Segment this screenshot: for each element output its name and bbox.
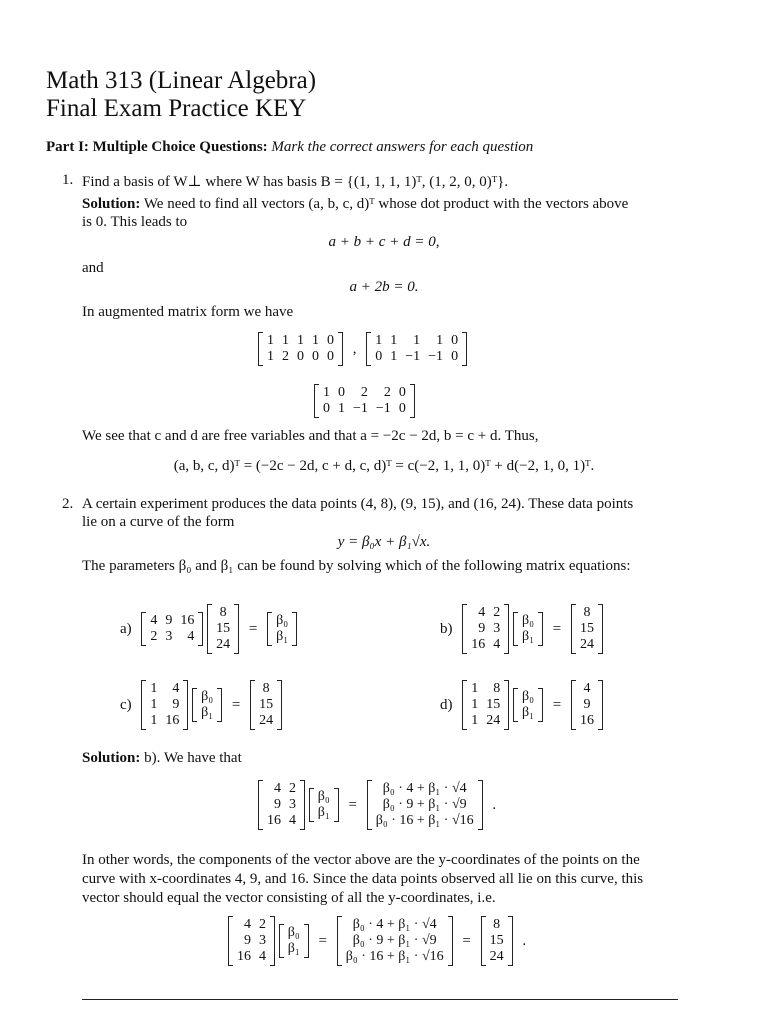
matrix-cell: −1 — [428, 349, 444, 364]
matrix-cell: 1 — [413, 333, 421, 348]
matrix-cell: 9 — [478, 621, 486, 636]
option-a-matrix — [141, 612, 203, 646]
matrix-cell: 24 — [259, 713, 274, 728]
option-b-x — [513, 612, 543, 646]
matrix-cell: 2 — [289, 781, 296, 796]
page-subtitle: Final Exam Practice KEY — [46, 95, 307, 122]
matrix-cell: 1 — [150, 681, 158, 696]
q1-final-equation: (a, b, c, d)ᵀ = (−2c − 2d, c + d, c, d)ᵀ = c(−2, 1, 1, 0)ᵀ + d(−2, 1, 0, 1)ᵀ. — [173, 458, 595, 474]
matrix-cell: 9 — [244, 933, 251, 948]
option-c-label: c) — [120, 696, 132, 713]
matrix-cell: β₀ — [276, 613, 289, 628]
matrix-cell: β₁ — [317, 805, 330, 820]
matrix-cell: 15 — [486, 697, 501, 712]
matrix-cell: 1 — [297, 333, 304, 348]
matrix-cell: β₀ — [201, 689, 214, 704]
matrix-cell: 2 — [383, 385, 391, 400]
matrix-cell: 9 — [583, 697, 591, 712]
matrix-cell: 9 — [165, 613, 173, 628]
matrix-cell: 0 — [451, 349, 459, 364]
q2-expl-line3: vector should equal the vector consisting of all the y-coordinates, i.e. — [82, 890, 496, 906]
option-d-matrix — [462, 680, 509, 730]
q2-param-text: The parameters β₀ and β₁ can be found by solving which of the following matrix equations: — [82, 558, 631, 574]
matrix-cell: 0 — [398, 385, 406, 400]
q1-matrix-3 — [314, 384, 415, 418]
matrix-cell: 15 — [579, 621, 594, 636]
matrix-cell: 4 — [583, 681, 591, 696]
matrix-cell: 15 — [489, 933, 504, 948]
option-a-b — [267, 612, 297, 646]
q2-expl-line2: curve with x-coordinates 4, 9, and 16. Since the data points observed all lie on this curve, this — [82, 871, 644, 887]
matrix-cell: β₀ — [522, 689, 535, 704]
matrix-cell: 1 — [390, 333, 398, 348]
matrix-cell: 8 — [583, 605, 591, 620]
option-d-label: d) — [440, 696, 453, 713]
q1-equation-2: a + 2b = 0. — [349, 279, 419, 295]
matrix-cell: 1 — [338, 401, 345, 416]
matrix-cell: 24 — [486, 713, 501, 728]
matrix-cell: β₀ · 9 + β₁ · √9 — [382, 797, 467, 812]
option-b-label: b) — [440, 620, 453, 637]
matrix-cell: β₀ — [317, 789, 330, 804]
matrix-cell: 0 — [297, 349, 304, 364]
matrix-cell: 1 — [436, 333, 444, 348]
matrix-cell: 8 — [493, 681, 501, 696]
q1-equation-1: a + b + c + d = 0, — [328, 234, 440, 250]
matrix-cell: 0 — [451, 333, 459, 348]
q2-option-c[interactable]: c) 1 4 1 9 1 16 β₀ β₁ = 8 15 24 — [114, 680, 282, 730]
matrix-cell: 3 — [493, 621, 501, 636]
page-title: Math 313 (Linear Algebra) — [46, 67, 317, 94]
matrix-cell: 2 — [360, 385, 368, 400]
q2-line1: A certain experiment produces the data points (4, 8), (9, 15), and (16, 24). These data points — [82, 496, 634, 512]
option-b-b — [571, 604, 603, 654]
q1-solution-line2: is 0. This leads to — [82, 214, 188, 230]
matrix-cell: 16 — [180, 613, 195, 628]
option-c-matrix — [141, 680, 188, 730]
matrix-cell: 15 — [259, 697, 274, 712]
matrix-cell: 16 — [267, 813, 281, 828]
matrix-cell: 2 — [282, 349, 289, 364]
matrix-cell: 1 — [471, 681, 479, 696]
matrix-cell: 16 — [579, 713, 594, 728]
option-b-matrix — [462, 604, 509, 654]
matrix-cell: β₀ · 16 + β₁ · √16 — [345, 949, 444, 964]
matrix-cell: −1 — [353, 401, 368, 416]
q1-aug-text: In augmented matrix form we have — [82, 304, 294, 320]
option-c-x — [192, 688, 222, 722]
q2-option-a[interactable]: a) 4 9 16 2 3 4 8 15 24 = β₀ β₁ — [114, 604, 297, 654]
q2-expl-line1: In other words, the components of the vector above are the y-coordinates of the points on the — [82, 852, 640, 868]
q2-final-eq: 4 2 9 3 16 4 β₀ β₁ = β₀ · 4 + β₁ · √4 β₀ · 9 + β₁ · √9 β₀ · 16 + β₁ · √16 = 8 15 24 . — [228, 916, 532, 966]
matrix-cell: 0 — [338, 385, 345, 400]
matrix-cell: 4 — [244, 917, 251, 932]
matrix-cell: β₀ — [522, 613, 535, 628]
q2-option-d[interactable]: d) 1 8 1 15 1 24 β₀ β₁ = 4 9 16 — [434, 680, 603, 730]
matrix-cell: 2 — [493, 605, 501, 620]
matrix-cell: β₁ — [201, 705, 214, 720]
q2-curve: y = β₀x + β₁√x. — [337, 534, 431, 550]
option-d-b — [571, 680, 603, 730]
matrix-cell: 9 — [274, 797, 281, 812]
matrix-cell: 1 — [150, 697, 158, 712]
matrix-cell: β₀ — [287, 925, 300, 940]
matrix-cell: 1 — [471, 697, 479, 712]
q1-solution-line — [82, 196, 628, 213]
matrix-cell: 0 — [327, 333, 334, 348]
q2-solution-label: Solution: — [82, 750, 141, 766]
matrix-cell: 2 — [150, 629, 158, 644]
matrix-cell: 1 — [150, 713, 158, 728]
bottom-rule — [82, 999, 678, 1000]
matrix-cell: β₁ — [522, 705, 535, 720]
matrix-cell: β₁ — [276, 629, 289, 644]
matrix-cell: 1 — [375, 333, 383, 348]
matrix-cell: 24 — [216, 637, 231, 652]
matrix-cell: 4 — [493, 637, 501, 652]
q1-matrix-2 — [366, 332, 467, 366]
matrix-cell: β₀ · 9 + β₁ · √9 — [352, 933, 437, 948]
option-a-label: a) — [120, 620, 132, 637]
matrix-cell: 1 — [471, 713, 479, 728]
matrix-cell: 0 — [327, 349, 334, 364]
part-label: Part I: Multiple Choice Questions: — [46, 139, 268, 155]
q1-number: 1. — [62, 172, 74, 188]
matrix-cell: 4 — [150, 613, 158, 628]
matrix-cell: 8 — [219, 605, 227, 620]
q2-solution-line — [82, 750, 242, 767]
q1-text: Find a basis of W⊥ where W has basis B = {(1, 1, 1, 1)ᵀ, (1, 2, 0, 0)ᵀ}. — [82, 174, 509, 190]
matrix-cell: 1 — [312, 333, 319, 348]
matrix-cell: 0 — [323, 401, 330, 416]
option-a-x — [207, 604, 239, 654]
q1-matrix-1 — [258, 332, 343, 366]
matrix-cell: 4 — [274, 781, 281, 796]
matrix-cell: 24 — [579, 637, 594, 652]
matrix-cell: 1 — [267, 333, 274, 348]
matrix-cell: 3 — [259, 933, 266, 948]
matrix-cell: 16 — [471, 637, 486, 652]
matrix-cell: 2 — [259, 917, 266, 932]
part-instruction: Mark the correct answers for each question — [271, 139, 534, 155]
matrix-cell: −1 — [375, 401, 391, 416]
q1-and: and — [82, 260, 104, 276]
q1-rref — [314, 384, 415, 418]
matrix-cell: 4 — [172, 681, 180, 696]
matrix-cell: −1 — [405, 349, 421, 364]
matrix-cell: 1 — [323, 385, 330, 400]
option-c-b — [250, 680, 282, 730]
matrix-cell: β₀ · 4 + β₁ · √4 — [382, 781, 467, 796]
matrix-cell: 24 — [489, 949, 504, 964]
matrix-cell: 8 — [493, 917, 501, 932]
q2-number: 2. — [62, 496, 74, 512]
q1-solution-text: We need to find all vectors (a, b, c, d)ᵀ whose dot product with the vectors above — [143, 196, 629, 212]
matrix-cell: 0 — [375, 349, 383, 364]
matrix-cell: β₁ — [522, 629, 535, 644]
matrix-cell: 16 — [237, 949, 251, 964]
matrix-cell: 0 — [312, 349, 319, 364]
part-heading — [46, 139, 533, 156]
matrix-cell: 1 — [282, 333, 289, 348]
matrix-cell: 0 — [398, 401, 406, 416]
matrix-cell: β₁ — [287, 941, 300, 956]
q2-solution-answer: b). We have that — [144, 750, 242, 766]
matrix-cell: 4 — [259, 949, 266, 964]
matrix-cell: 4 — [478, 605, 486, 620]
q2-line2: lie on a curve of the form — [82, 514, 235, 530]
q1-row-reduction: 1 1 1 1 0 1 2 0 0 0 , 1 1 1 1 0 0 1 −1 −1 0 — [258, 332, 467, 366]
matrix-cell: 9 — [172, 697, 180, 712]
matrix-cell: 4 — [187, 629, 195, 644]
matrix-cell: 3 — [289, 797, 296, 812]
q1-solution-label: Solution: — [82, 196, 141, 212]
matrix-cell: 3 — [165, 629, 173, 644]
matrix-cell: 1 — [390, 349, 398, 364]
q1-free-text: We see that c and d are free variables and that a = −2c − 2d, b = c + d. Thus, — [82, 428, 539, 444]
matrix-cell: β₀ · 16 + β₁ · √16 — [375, 813, 474, 828]
matrix-cell: 1 — [267, 349, 274, 364]
q2-product-eq: 4 2 9 3 16 4 β₀ β₁ = β₀ · 4 + β₁ · √4 β₀ · 9 + β₁ · √9 β₀ · 16 + β₁ · √16 . — [258, 780, 502, 830]
matrix-cell: β₀ · 4 + β₁ · √4 — [352, 917, 437, 932]
matrix-cell: 4 — [289, 813, 296, 828]
q2-option-b[interactable]: b) 4 2 9 3 16 4 β₀ β₁ = 8 15 24 — [434, 604, 603, 654]
matrix-cell: 8 — [262, 681, 270, 696]
matrix-cell: 16 — [165, 713, 180, 728]
option-d-x — [513, 688, 543, 722]
matrix-cell: 15 — [216, 621, 231, 636]
